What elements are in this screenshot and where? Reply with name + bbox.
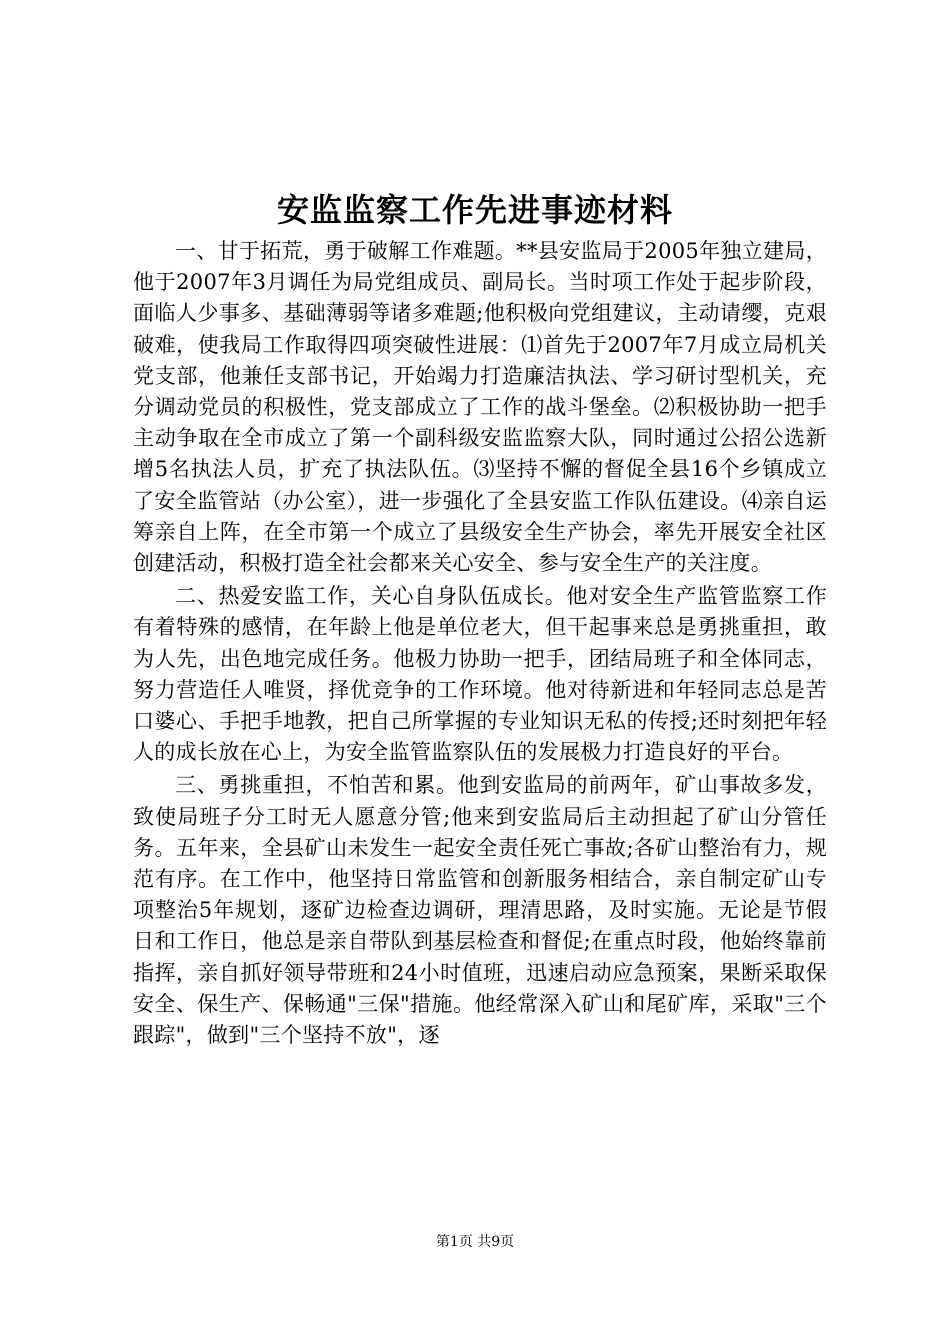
document-body: [133, 236, 827, 1051]
paragraph-2: 二、热爱安监工作，关心自身队伍成长。他对安全生产监管监察工作有着特殊的感情，在年龄上他是单位老大，但干起事来总是勇挑重担，敢为人先，出色地完成任务。他极力协助一把手，团结局班子和全体同志，努力营造任人唯贤，择优竞争的工作环境。他对待新进和年轻同志总是苦口婆心、手把手地教，把自己所掌握的专业知识无私的传授;还时刻把年轻人的成长放在心上，为安全监管监察队伍的发展极力打造良好的平台。: [133, 584, 827, 765]
paragraph-3: 三、勇挑重担，不怕苦和累。他到安监局的前两年，矿山事故多发，致使局班子分工时无人愿意分管;他来到安监局后主动担起了矿山分管任务。五年来，全县矿山未发生一起安全责任死亡事故;各矿山整治有力，规范有序。在工作中，他坚持日常监管和创新服务相结合，亲自制定矿山专项整治5年规划，逐矿边检查边调研，理清思路，及时实施。无论是节假日和工作日，他总是亲自带队到基层检查和督促;在重点时段，他始终靠前指挥，亲自抓好领导带班和24小时值班，迅速启动应急预案，果断采取保安全、保生产、保畅通"三保"措施。他经常深入矿山和尾矿库，采取"三个跟踪"，做到"三个坚持不放"，逐: [133, 773, 827, 1048]
document-title: 安监监察工作先进事迹材料: [276, 191, 673, 229]
paragraph-1: 一、甘于拓荒，勇于破解工作难题。**县安监局于2005年独立建局，他于2007年3月调任为局党组成员、副局长。当时项工作处于起步阶段，面临人少事多、基础薄弱等诸多难题;他积极向党组建议，主动请缨，克艰破难，使我局工作取得四项突破性进展：⑴首先于2007年7月成立局机关党支部，他兼任支部书记，开始竭力打造廉洁执法、学习研讨型机关，充分调动党员的积极性，党支部成立了工作的战斗堡垒。⑵积极协助一把手主动争取在全市成立了第一个副科级安监监察大队，同时通过公招公选新增5名执法人员，扩充了执法队伍。⑶坚持不懈的督促全县16个乡镇成立了安全监管站（办公室），进一步强化了全县安监工作队伍建设。⑷亲自运筹亲自上阵，在全市第一个成立了县级安全生产协会，率先开展安全社区创建活动，积极打造全社会都来关心安全、参与安全生产的关注度。: [133, 239, 827, 576]
page-footer: 第1页 共9页: [435, 1234, 515, 1250]
